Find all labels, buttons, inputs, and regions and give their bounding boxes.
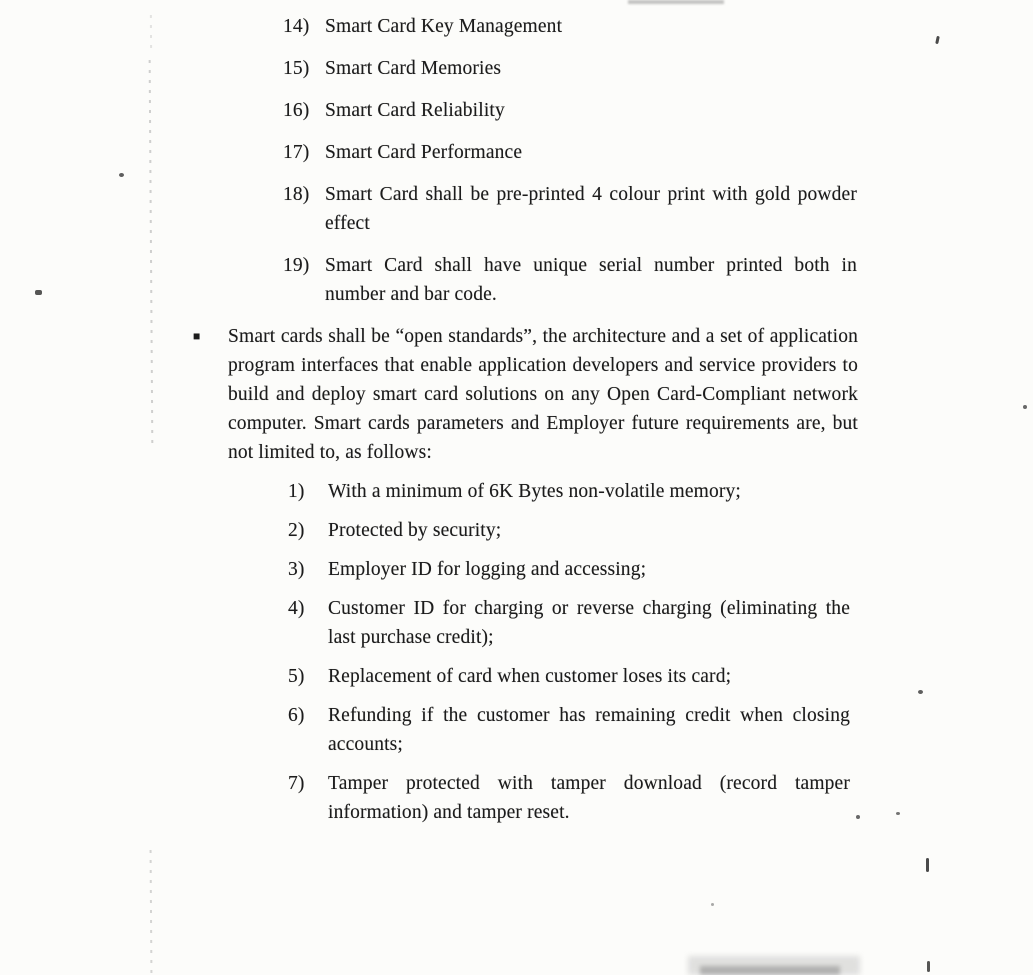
- item-text: Replacement of card when customer loses its card;: [328, 666, 732, 687]
- item-text: Smart Card shall be pre-printed 4 colour print with gold powder effect: [325, 184, 857, 234]
- item-text: Smart Card Memories: [325, 58, 502, 79]
- item-number: 17): [283, 142, 310, 163]
- item-text: Smart Card Key Management: [325, 16, 563, 37]
- numbered-list-continuation: [0, 12, 1033, 309]
- item-text: Smart Card shall have unique serial number printed both in number and bar code.: [325, 255, 857, 305]
- item-number: 5): [288, 666, 305, 687]
- item-text: Smart Card Reliability: [325, 100, 505, 121]
- item-number: 19): [283, 255, 310, 276]
- requirements-list: [0, 477, 1033, 827]
- list-item: [283, 138, 1033, 167]
- item-text: Customer ID for charging or reverse charging (eliminating the last purchase credit);: [328, 598, 850, 648]
- item-number: 2): [288, 520, 305, 541]
- list-item: [283, 54, 1033, 83]
- list-item: [288, 701, 1033, 759]
- bullet-section: [0, 322, 1033, 467]
- item-text: Protected by security;: [328, 520, 502, 541]
- list-item: [288, 555, 1033, 584]
- list-item: [288, 662, 1033, 691]
- list-item: [283, 12, 1033, 41]
- item-text: With a minimum of 6K Bytes non-volatile memory;: [328, 481, 741, 502]
- item-text: Refunding if the customer has remaining credit when closing accounts;: [328, 705, 850, 755]
- list-item: [283, 251, 1033, 309]
- item-number: 14): [283, 16, 310, 37]
- list-item: [288, 769, 1033, 827]
- item-text: Tamper protected with tamper download (record tamper information) and tamper reset.: [328, 773, 850, 823]
- bullet-paragraph: Smart cards shall be “open standards”, the architecture and a set of application program interfaces that enable application developers and service providers to build and deploy smart card solutions on any Open Card-Compliant network computer. Smart cards parameters and Employer future requirements are, but not limited to, as follows:: [228, 326, 858, 463]
- list-item: [283, 96, 1033, 125]
- list-item: [283, 180, 1033, 238]
- item-number: 15): [283, 58, 310, 79]
- item-number: 6): [288, 705, 305, 726]
- item-number: 18): [283, 184, 310, 205]
- item-text: Employer ID for logging and accessing;: [328, 559, 647, 580]
- item-text: Smart Card Performance: [325, 142, 523, 163]
- list-item: [288, 516, 1033, 545]
- item-number: 3): [288, 559, 305, 580]
- list-item: [288, 594, 1033, 652]
- item-number: 16): [283, 100, 310, 121]
- item-number: 1): [288, 481, 305, 502]
- bullet-square-icon: ■: [193, 329, 201, 343]
- item-number: 4): [288, 598, 305, 619]
- item-number: 7): [288, 773, 305, 794]
- list-item: [288, 477, 1033, 506]
